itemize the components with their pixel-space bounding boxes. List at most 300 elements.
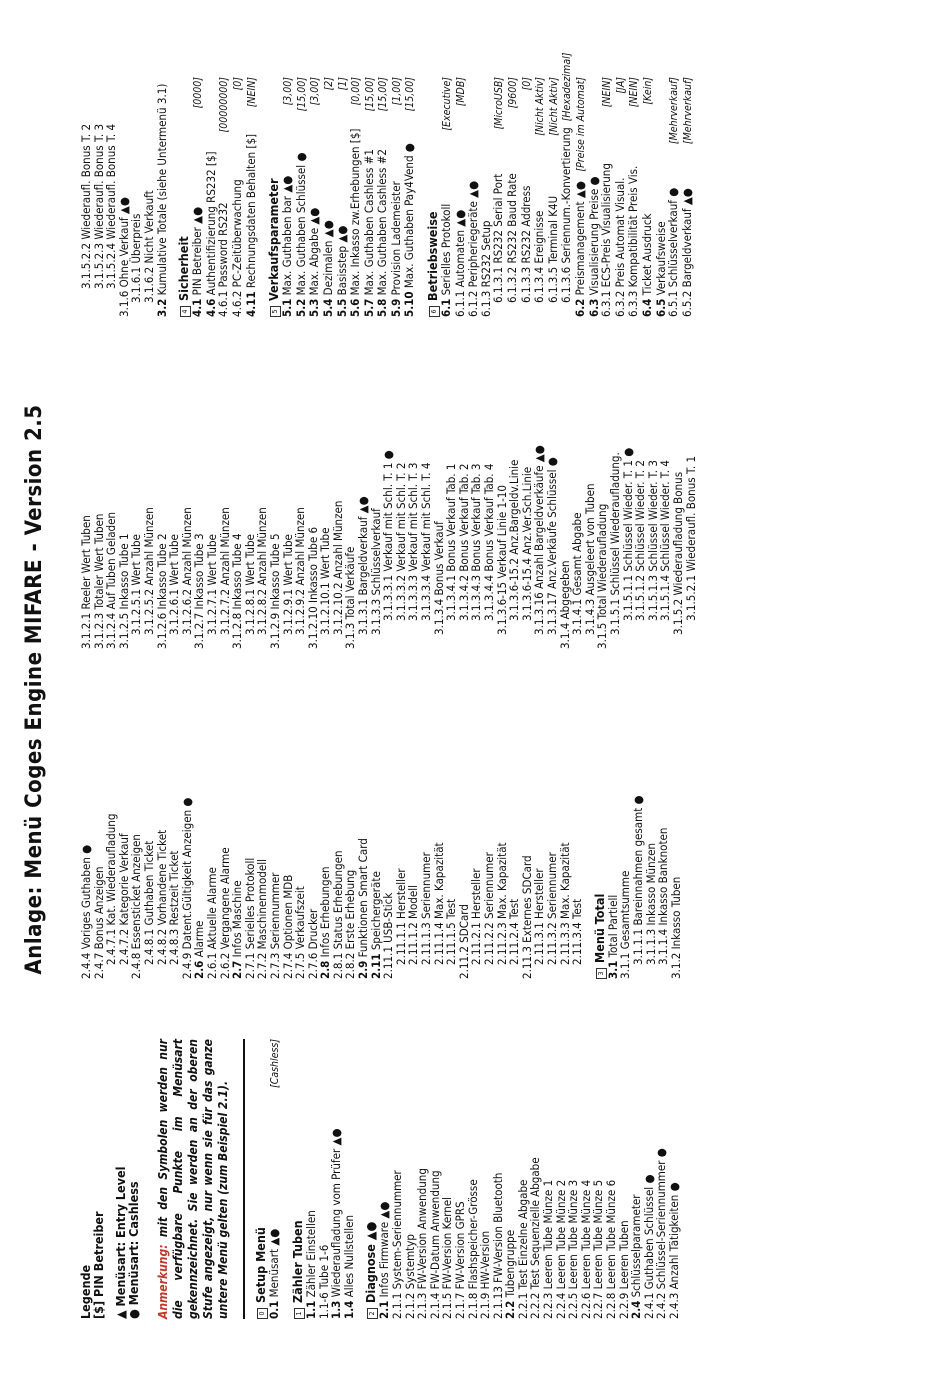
menu-item-default: [Kein] (641, 77, 654, 105)
menu-item-label: 3.1.2.6.2 Anzahl Münzen (179, 507, 194, 635)
menu-item-default: [0] (520, 77, 533, 91)
menu-list (80, 699, 682, 979)
menu-item-label: 6.1.3 RS232 Setup (478, 220, 493, 317)
menu-item (376, 77, 390, 317)
menu-item (206, 699, 219, 979)
menu-item (268, 1039, 282, 1319)
menu-item-label: 2.2.3 Leeren Tube Münze 1 (541, 1179, 556, 1319)
menu-item-label: 2.8.2 Erste Erhebung (343, 869, 358, 979)
column-1 (80, 1039, 681, 1319)
section-title: Menü Total (591, 893, 607, 963)
menu-item-label: 2.11.3.3 Max. Kapazität (557, 842, 572, 965)
menu-item-label: 3.1 Total Partiell (605, 894, 620, 979)
section-number-box: 6 (429, 306, 440, 317)
menu-item-default: [Executive] (441, 77, 454, 131)
menu-item (567, 1039, 580, 1319)
menu-item-label: 3.1.2.10.1 Wert Tube (318, 527, 333, 635)
menu-item-label: 3.1.3.4.2 Bonus Verkauf Tab. 2 (456, 463, 471, 621)
menu-item (630, 1039, 643, 1319)
menu-item-default: [MDB] (454, 77, 467, 107)
menu-item (281, 77, 295, 317)
menu-item-label: 3.1.2.3 Totaler Wert Tuben (91, 513, 106, 649)
menu-item-label: 6.5 Verkaufsweise (653, 221, 668, 317)
menu-item-label: 2.8 Infos Erhebungen (318, 866, 333, 979)
menu-item-label: 3.1.3.16 Anzahl Bargeldverkäufe ▲● (532, 445, 547, 635)
menu-item-label: 2.11.2 SDCard (456, 904, 471, 979)
menu-item-label: 6.1.2 Peripheriegeräte ▲● (466, 180, 481, 317)
menu-item-label: 3.1.2 Inkasso Tuben (668, 876, 683, 979)
menu-item (542, 1039, 555, 1319)
menu-item-label: 3.1.2.5.1 Wert Tube (129, 534, 144, 635)
menu-item (357, 699, 370, 979)
menu-item-label: 6.1.3.3 RS232 Address (518, 185, 533, 303)
menu-item-label: 2.6.2 Vergangene Alarme (217, 847, 232, 979)
menu-item-label: 3.1.2.7.2 Anzahl Münzen (217, 507, 232, 635)
menu-item (231, 371, 244, 649)
menu-item (632, 699, 645, 979)
menu-item-label: 3.1.2.6 Inkasso Tube 2 (154, 533, 169, 649)
menu-item-label: 6.3.3 Kompatibilität Preis Vis. (626, 165, 641, 317)
menu-item-label: 4.1 PIN Betreiber ▲● (190, 206, 205, 317)
menu-item-label: 4.6 Authentifizierung RS232 [$] (203, 151, 218, 317)
legend-pin: [$] PIN Betreiber (90, 1211, 106, 1319)
menu-item-default: [15,00] (363, 77, 376, 112)
section-number-box: 5 (270, 306, 281, 317)
menu-item (245, 77, 259, 317)
menu-item-label: 6.5.1 Schlüsselverkauf ● (666, 187, 681, 317)
menu-item (319, 371, 332, 649)
menu-item-label: 2.1.1 System-Seriennummer (389, 1170, 404, 1319)
menu-item-label: 2.9 Funktionen Smart Card (356, 838, 371, 979)
menu-item-label: 3.1.2.10.2 Anzahl Münzen (330, 500, 345, 635)
menu-item-label: 2.2.9 Leeren Tuben (616, 1220, 631, 1319)
menu-item (343, 1039, 356, 1319)
menu-item-label: 6.3.1 ECS-Preis Visualisierung (599, 163, 614, 317)
menu-item-label: 2.7.3 Seriennummer (267, 872, 282, 979)
menu-item (80, 371, 93, 649)
menu-item-label: 2.4.8 Essensticket Anzeigen (129, 834, 144, 979)
menu-item (547, 77, 561, 317)
menu-item (420, 699, 433, 979)
menu-item-default: [3,00] (309, 77, 322, 106)
menu-item-label: 3.1.5.1.3 Schlüssel Wieder. T. 3 (645, 460, 660, 621)
menu-item (533, 77, 547, 317)
menu-item-label: 2.11.3.1 Hersteller (532, 868, 547, 965)
menu-item (294, 699, 307, 979)
menu-item (605, 1039, 618, 1319)
menu-item-label: 3.1.3.4.3 Bonus Verkauf Tab. 3 (469, 463, 484, 621)
menu-item-label: 3.1.3.3.4 Verkauf mit Schl. T. 4 (419, 462, 434, 621)
menu-item-label: 3.1.3.3.2 Verkauf mit Schl. T. 2 (393, 462, 408, 621)
menu-item-default: [0,00] (350, 77, 363, 106)
menu-item-label: 1.3 Wiederaufladung vom Prüfer ▲● (329, 1128, 344, 1319)
menu-item (231, 699, 244, 979)
menu-item-label: 3.1.2.5 Inkasso Tube 1 (116, 533, 131, 649)
menu-item-label: 3.1.3.6-15.2 Anz.Bargeldv.Linie (507, 459, 522, 621)
menu-item-label: 2.2.1 Test Einzelne Abgabe (515, 1179, 530, 1319)
menu-item-default: [Nicht Aktiv] (534, 77, 547, 136)
menu-item-label: 6.1.3.2 RS232 Baud Rate (505, 173, 520, 303)
menu-item-default: [Hexadezimal] (561, 52, 574, 122)
menu-item (504, 1039, 517, 1319)
menu-item-default: [1,00] (390, 77, 403, 106)
menu-item-label: 3.1.4 Abgegeben (557, 560, 572, 649)
menu-item-label: 1.1 Zähler Einstellen (303, 1210, 318, 1319)
section-heading (591, 699, 607, 979)
menu-item (668, 1039, 681, 1319)
menu-item-label: 6.1 Serielles Protokoll (439, 203, 454, 317)
menu-item (143, 77, 156, 317)
menu-item (382, 699, 395, 979)
section-title: Verkaufsparameter (266, 178, 282, 301)
section-title: Setup Menü (253, 1227, 269, 1303)
menu-item-label: 5.2 Max. Guthaben Schlüssel ● (293, 152, 308, 317)
menu-item-label: 3.1.2.8.1 Wert Tube (242, 534, 257, 635)
menu-item-label: 2.11 Speichergeräte (368, 871, 383, 979)
menu-item-label: 2.4.7 Bonus Anzeigen (91, 866, 106, 979)
menu-item-label: 2.1.4 FW-Datum Anwendung (427, 1170, 442, 1319)
menu-item-label: 2.4.8.1 Guthaben Ticket (141, 840, 156, 965)
menu-item-label: 2.1.8 Flashspeicher-Grösse (465, 1179, 480, 1319)
menu-item-label: 3.1.2.6.1 Wert Tube (167, 534, 182, 635)
menu-item-label: 5.10 Max. Guthaben Pay4Vend ● (402, 143, 417, 317)
legend-entry-level: ▲ Menüsart: Entry Level (113, 1166, 129, 1319)
section-title: Betriebsweise (425, 211, 441, 301)
menu-item (571, 699, 584, 979)
menu-item (308, 77, 322, 317)
menu-item (80, 699, 93, 979)
column-3 (80, 371, 697, 649)
menu-item-default: [15,00] (377, 77, 390, 112)
menu-item (294, 371, 307, 649)
menu-item-label: 2.6 Alarme (192, 920, 207, 979)
menu-item-label: 3.1.2.9.1 Wert Tube (280, 534, 295, 635)
note (156, 1039, 231, 1319)
menu-item-label: 5.5 Basisstep ▲● (334, 225, 349, 317)
menu-item-label: 3.1.3.17 Anz.Verkäufe Schlüssel ● (544, 457, 559, 635)
menu-list (80, 371, 697, 649)
menu-item (403, 77, 417, 317)
menu-item-label: 2.4.9 Datent.Gültigkeit Anzeigen ● (179, 797, 194, 979)
menu-item (416, 1039, 429, 1319)
menu-item (105, 77, 118, 317)
menu-item (506, 77, 520, 317)
menu-item-label: 2.11.3.2 Seriennumer (544, 852, 559, 965)
menu-item (156, 77, 169, 317)
menu-item (105, 371, 118, 649)
menu-item-label: 3.1.5.1.2 Schlüssel Wieder. T. 2 (633, 460, 648, 621)
menu-item-label: 2.8.1 Status Erhebungen (330, 850, 345, 979)
menu-item-label: 3.1.5.1 Schlüssel Wiederaufladung. (607, 452, 622, 635)
menu-item (105, 699, 118, 979)
menu-item (382, 371, 395, 649)
menu-item-label: 2.4.7.1 Kat. Wiederaufladung (104, 813, 119, 965)
menu-item-default: [Mehrverkauf] (681, 77, 694, 145)
menu-item-label: 3.1.5 Total Wiederaufladung (595, 503, 610, 649)
menu-item-label: 2.7.2 Maschinenmodell (255, 859, 270, 979)
menu-item-label: 2.2.8 Leeren Tube Münze 6 (604, 1179, 619, 1319)
menu-item-label: 3.1.1 Gesamtsumme (618, 870, 633, 979)
menu-item-label: 2.1.5 FW-Version Kernel (440, 1196, 455, 1319)
menu-item (672, 371, 685, 649)
menu-item-label: 2.4.8.2 Vorhandene Ticket (154, 829, 169, 965)
menu-item-label: 2.6.1 Aktuelle Alarme (204, 867, 219, 979)
menu-item-label: 2.4.4 Voriges Guthaben ● (79, 844, 93, 979)
menu-item-label: 3.1.3.1 Bargeldverkauf ▲● (356, 496, 371, 635)
menu-item (330, 1039, 343, 1319)
menu-item (440, 77, 454, 317)
menu-item (600, 77, 614, 317)
menu-item (546, 371, 559, 649)
menu-item-label: 2.2 Tubengruppe (503, 1229, 518, 1319)
menu-item (571, 371, 584, 649)
menu-item-label: 3.1.5.2.4 Wiederaufl. Bonus T. 4 (104, 123, 119, 289)
menu-item-label: 3.1.2.7.1 Wert Tube (204, 534, 219, 635)
menu-item-label: 3.1.4.1 Gesamt Abgabe (570, 512, 585, 635)
menu-item-label: 2.1.7 FW-Version GPRS (452, 1201, 467, 1319)
legend-heading: Legende (78, 1264, 93, 1319)
menu-item-label: 3.1.5.1.4 Schlüssel Wieder. T. 4 (658, 460, 673, 621)
menu-item-label: 2.4.1 Guthaben Schlüssel ● (641, 1174, 656, 1319)
menu-item-label: 0.1 Menüsart ▲● (267, 1228, 282, 1319)
menu-item-default: [3,00] (282, 77, 295, 106)
menu-item-label: 3.1.2.8.2 Anzahl Münzen (255, 507, 270, 635)
menu-item (191, 77, 205, 317)
menu-item-label: 2.7.5 Verkaufszeit (293, 886, 308, 979)
section-title: Sicherheit (176, 236, 192, 301)
menu-item-label: 5.4 Dezimalen ▲● (320, 220, 335, 317)
menu-item-label: 2.4.3 Anzahl Tätigkeiten ● (667, 1182, 681, 1319)
menu-item (467, 77, 480, 317)
menu-item-label: 5.1 Max. Guthaben bar ▲● (280, 175, 295, 317)
menu-item (667, 77, 681, 317)
menu-item (80, 77, 93, 317)
menu-item-label: 3.1.6.1 Überpreis (129, 213, 144, 303)
menu-item-label: 2.11.2.3 Max. Kapazität (494, 842, 509, 965)
menu-item (445, 699, 458, 979)
menu-item (546, 699, 559, 979)
section-number-box: 3 (596, 968, 607, 979)
menu-item-label: 2.1.2 Systemtyp (402, 1234, 417, 1319)
column-2 (80, 699, 682, 979)
menu-item-label: 4.6.2 PC-Zeitüberwachung (229, 179, 244, 317)
section-number-box: 1 (294, 1308, 305, 1319)
menu-item-label: 2.11.3.4 Test (570, 898, 585, 965)
menu-item-default: [Preise im Automat] (575, 77, 587, 172)
menu-item-label: 3.1.2.1 Reeler Wert Tuben (79, 515, 93, 649)
menu-item-label: 3.1.3 Total Verkäufe (343, 546, 358, 649)
menu-item (657, 699, 670, 979)
menu-item-label: 3.1.5.1.1 Schlüssel Wieder. T. 1 ● (620, 447, 635, 621)
note-text: mit den Symbolen werden nur die verfügbare Punkte im Menüsart gekennzeichnet. Sie werden an der oberen Stufe angezeigt, nur wenn sie für das ganze untere Menü gelten (zum Beispiel 2.1). (156, 1039, 231, 1319)
menu-item (508, 371, 521, 649)
menu-item-label: 5.3 Max. Abgabe ▲● (307, 207, 322, 317)
menu-item (390, 77, 404, 317)
menu-item-label: 3.1.3.3.3 Verkauf mit Schl. T. 3 (406, 462, 421, 621)
menu-item-label: 6.1.3.5 Terminal K4U (545, 195, 560, 303)
menu-item (295, 77, 309, 317)
menu-item-label: 2.2.2 Test Sequenzielle Abgabe (528, 1157, 543, 1319)
menu-item-label: 3.1.6.2 Nicht Verkauft (141, 190, 156, 303)
menu-item-default: [0000] (192, 77, 205, 109)
menu-item-label: 3.1.3.4.1 Bonus Verkauf Tab. 1 (444, 463, 459, 621)
menu-item-label: 2.2.4 Leeren Tube Münze 2 (553, 1179, 568, 1319)
menu-item-label: 2.4.2 Schlüssel-Seriennummer ● (654, 1148, 669, 1319)
menu-item (206, 371, 219, 649)
menu-item-default: [Mehrverkauf] (668, 77, 681, 145)
menu-item (641, 77, 655, 317)
menu-item-label: 3.1.2.5.2 Anzahl Münzen (141, 507, 156, 635)
menu-item-label: 6.1.3.6 Seriennum.-Konvertierung (559, 127, 574, 303)
menu-item-label: 2.11.2.1 Hersteller (469, 868, 484, 965)
menu-item (269, 371, 282, 649)
menu-item (574, 77, 588, 317)
menu-item-label: 3.1.3.6-15 Verkauf Linie 1-10 (494, 485, 509, 635)
menu-item-label: 2.2.5 Leeren Tube Münze 3 (566, 1179, 581, 1319)
menu-item-default: [00000000] (218, 77, 231, 133)
menu-item-label: 3.2 Kumulative Totale (siehe Untermenü 3.1) (154, 83, 169, 317)
menu-item (685, 371, 698, 649)
menu-item-label: 3.1.2.9 Inkasso Tube 5 (267, 533, 282, 649)
menu-item-label: 2.4.7.2 Kategorie Verkauf (116, 833, 131, 965)
menu-item (217, 77, 231, 317)
menu-item-label: 3.1.2.8 Inkasso Tube 4 (230, 533, 245, 649)
menu-item-default: [Cashless] (269, 1039, 282, 1088)
menu-item-default: [JA] (614, 77, 627, 94)
menu-item (322, 77, 336, 317)
menu-item-label: 2.2.7 Leeren Tube Münze 5 (591, 1179, 606, 1319)
menu-item (319, 699, 332, 979)
menu-item-label: 2.11.2.4 Test (507, 898, 522, 965)
menu-item-default: [NEIN] (628, 77, 641, 108)
menu-item-label: 2.1.3 FW-Version Anwendung (415, 1168, 430, 1319)
section-title: Diagnose ▲● (363, 1221, 379, 1303)
menu-item (336, 77, 350, 317)
menu-item (420, 371, 433, 649)
menu-item-default: [2] (322, 77, 335, 91)
menu-item-label: 3.1.3.3 Schlüsselverkauf (368, 508, 383, 635)
menu-item-default: [9600] (507, 77, 520, 109)
menu-item (492, 77, 506, 317)
menu-item-label: 6.3 Visualisierung Preise ● (586, 176, 601, 317)
menu-item-default: [MicroUSB] (493, 77, 506, 130)
menu-item-label: 3.1.2.10 Inkasso Tube 6 (305, 526, 320, 649)
menu-item (634, 371, 647, 649)
menu-item-label: 2.11.1.4 Max. Kapazität (431, 842, 446, 965)
menu-item (627, 77, 641, 317)
menu-item-label: 2.11.1.3 Seriennumer (419, 852, 434, 965)
menu-item-label: 4.11 Rechnungsdaten Behalten [$] (243, 133, 258, 317)
section-number-box: 4 (180, 306, 191, 317)
section-number-box: 0 (257, 1308, 268, 1319)
menu-item (143, 371, 156, 649)
menu-item-label: 2.11.1.5 Test (444, 898, 459, 965)
menu-item (670, 699, 683, 979)
section-number-box: 2 (367, 1308, 378, 1319)
menu-item-default: [Nicht Aktiv] (547, 77, 560, 136)
menu-item (614, 77, 628, 317)
menu-item-label: 3.1.1.4 Inkasso Banknoten (656, 827, 671, 965)
menu-item-label: 3.1.3.4.4 Bonus Verkauf Tab. 4 (482, 463, 496, 621)
menu-item-label: 3.1.2.7 Inkasso Tube 3 (192, 533, 207, 649)
menu-item-default: [NEIN] (601, 77, 614, 108)
menu-item (363, 77, 377, 317)
menu-item-label: 6.4 Ticket Ausdruck (639, 213, 654, 317)
section-title: Zähler Tuben (289, 1220, 305, 1303)
menu-item-label: 3.1.6 Ohne Verkauf ▲● (116, 197, 131, 317)
menu-item-label: 2.7 Infos Maschine (230, 880, 245, 979)
menu-item-label: 2.11.1 USB-Stick (381, 892, 396, 979)
menu-item-label: 6.5.2 Bargeldverkauf ▲● (679, 188, 694, 317)
menu-item-label: 2.7.4 Optionen MDB (280, 874, 295, 979)
menu-item-label: 2.11.2.2 Seriennumer (482, 852, 496, 965)
legend-cashless: ● Menüsart: Cashless (125, 1181, 141, 1319)
menu-item-label: 3.1.5.2.2 Wiederaufl. Bonus T. 2 (79, 123, 93, 289)
menu-item-label: 3.1.3.4 Bonus Verkauf (431, 521, 446, 635)
menu-item-label: 3.1.4.3 Ausgeleert von Tuben (582, 483, 597, 635)
menu-item-label: 3.1.5.2 Wiederaufladung Bonus (670, 471, 685, 635)
menu-item-label: 5.9 Provision Lademeister (388, 181, 403, 317)
menu-item-label: 3.1.1.1 Bareinnahmen gesamt ● (630, 795, 645, 965)
menu-item-label: 2.7.6 Drucker (305, 908, 320, 979)
menu-item-default: [15,00] (295, 77, 308, 112)
menu-item (454, 1039, 467, 1319)
menu-item (168, 699, 181, 979)
menu-item-label: 1.1-6 Tube 1-6 (316, 1244, 331, 1319)
menu-item-label: 6.3.2 Preis Automat Visual. (612, 177, 627, 317)
menu-item (483, 371, 496, 649)
menu-list (79, 52, 694, 317)
menu-item-label: 2.7.1 Serielles Protokoll (242, 857, 257, 979)
menu-item-label: 5.8 Max. Guthaben Cashless #2 (375, 149, 390, 317)
menu-item (445, 371, 458, 649)
menu-item-label: 6.1.3.4 Ereignisse (532, 210, 547, 303)
menu-item-label: 3.1.2.4 Auf Tuben Geladen (104, 511, 119, 649)
menu-item (357, 371, 370, 649)
menu-item-label: 6.2 Preismanagement ▲● (573, 181, 587, 317)
menu-item-label: 6.1.3.1 RS232 Serial Port (491, 173, 506, 303)
menu-item-label: 2.11.3 Externes SDCard (519, 855, 534, 979)
menu-item-label: 1.4 Alles Nullstellen (341, 1214, 356, 1319)
menu-item-label: 3.1.5.2.3 Wiederaufl. Bonus T. 3 (91, 123, 106, 289)
menu-item-label: 2.4.8.3 Restzeit Ticket (167, 850, 182, 965)
menu-item (454, 77, 468, 317)
menu-item-label: 3.1.2.9.2 Anzahl Münzen (293, 507, 308, 635)
menu-item (305, 1039, 318, 1319)
menu-item (391, 1039, 404, 1319)
menu-item (168, 371, 181, 649)
menu-item-label: 2.2.6 Leeren Tube Münze 4 (578, 1179, 593, 1319)
menu-item-label: 5.6 Max. Inkasso zw.Erhebungen [$] (348, 128, 363, 317)
menu-item-label: 2.1 Infos Firmware ▲● (377, 1201, 392, 1319)
menu-item (520, 77, 534, 317)
menu-item (559, 52, 574, 317)
menu-item (681, 77, 695, 317)
column-4 (79, 52, 694, 317)
divider (243, 1039, 245, 1319)
menu-item-label: 3.1.1.3 Inkasso Münzen (643, 843, 658, 965)
menu-item-label: 2.1.13 FW-Version Bluetooth (490, 1172, 505, 1319)
menu-item-label: 3.1.3.6-15.4 Anz.Ver.Sch.Linie (519, 466, 534, 621)
menu-item (231, 77, 245, 317)
menu-list (255, 1039, 680, 1319)
menu-item-label: 2.11.1.2 Modell (406, 885, 421, 965)
menu-item-label: 3.1.5.2.1 Wiederaufl. Bonus T. 1 (683, 455, 698, 621)
menu-item (609, 371, 622, 649)
menu-item (349, 77, 363, 317)
menu-item (143, 699, 156, 979)
menu-item-default: [0] (231, 77, 244, 91)
